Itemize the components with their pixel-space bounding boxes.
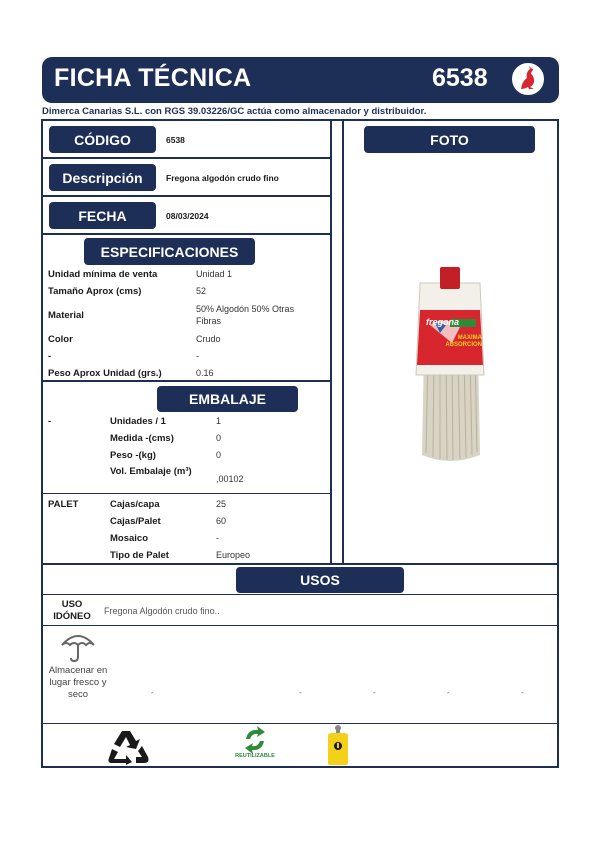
embalaje-group-label: PALET (48, 499, 79, 510)
spec-label: Tamaño Aprox (cms) (48, 286, 142, 297)
embalaje-value: 0 (216, 450, 222, 460)
uso-idoneo-value: Fregona Algodón crudo fino.. (104, 606, 220, 616)
reusable-icon (232, 725, 278, 765)
page-title: FICHA TÉCNICA (54, 64, 252, 92)
spec-label: Unidad mínima de venta (48, 269, 158, 280)
spec-label: Color (48, 334, 73, 345)
embalaje-label: Cajas/capa (110, 499, 160, 510)
divider (41, 625, 559, 626)
reusable-label: REUTILIZABLE (235, 753, 275, 759)
product-code-header: 6538 (432, 64, 488, 92)
spec-label: Peso Aprox Unidad (grs.) (48, 368, 162, 379)
divider (41, 157, 332, 159)
umbrella-icon (58, 628, 98, 664)
distributor-note: Dimerca Canarias S.L. con RGS 39.03226/GC actúa como almacenador y distribuidor. (42, 106, 427, 117)
spec-label: Material (48, 310, 84, 321)
divider (41, 723, 559, 724)
placeholder-dash: - (521, 688, 524, 697)
divider (41, 493, 332, 494)
embalaje-label: Unidades / 1 (110, 416, 166, 427)
embalaje-label: Tipo de Palet (110, 550, 169, 561)
embalaje-value: 60 (216, 516, 227, 526)
embalaje-label: Mosaico (110, 533, 149, 544)
spec-label: - (48, 351, 52, 362)
product-photo (400, 255, 500, 470)
fecha-label: FECHA (49, 202, 156, 229)
embalaje-title: EMBALAJE (157, 386, 298, 412)
placeholder-dash: - (151, 688, 154, 697)
embalaje-value: 25 (216, 499, 227, 509)
codigo-label: CÓDIGO (49, 126, 156, 153)
placeholder-dash: - (299, 688, 302, 697)
embalaje-value: 0 (216, 433, 222, 443)
especificaciones-title: ESPECIFICACIONES (84, 238, 255, 265)
descripcion-value: Fregona algodón crudo fino (166, 173, 279, 183)
embalaje-label: Vol. Embalaje (m³) (110, 466, 192, 477)
embalaje-value: Europeo (216, 550, 251, 560)
spec-value: Unidad 1 (196, 269, 233, 279)
fecha-value: 08/03/2024 (166, 211, 209, 221)
left-column-border (330, 119, 332, 564)
spec-value: 50% Algodón 50% Otras Fibras (196, 304, 295, 326)
uso-idoneo-label: USO IDÓNEO (53, 599, 91, 622)
divider (41, 563, 559, 565)
descripcion-label: Descripción (49, 164, 156, 191)
right-column-border (342, 119, 344, 564)
foto-label: FOTO (364, 126, 535, 153)
spec-value: 0.16 (196, 368, 214, 378)
divider (41, 380, 332, 382)
yellow-bin-icon (325, 724, 351, 766)
embalaje-group-label: - (48, 416, 52, 427)
embalaje-value: ,00102 (216, 474, 244, 484)
embalaje-label: Medida -(cms) (110, 433, 174, 444)
embalaje-value: - (216, 533, 219, 543)
spec-value: Crudo (196, 334, 221, 344)
divider (41, 195, 332, 197)
kangaroo-logo-icon (510, 61, 546, 97)
photo-band-text: MAXIMA ABSORCION (445, 335, 482, 348)
divider (41, 233, 332, 235)
placeholder-dash: - (447, 688, 450, 697)
spec-value: 52 (196, 286, 207, 296)
recycle-icon (106, 727, 150, 765)
codigo-value: 6538 (166, 135, 185, 145)
embalaje-label: Peso -(kg) (110, 450, 156, 461)
placeholder-dash: - (373, 688, 376, 697)
embalaje-value: 1 (216, 416, 222, 426)
embalaje-label: Cajas/Palet (110, 516, 161, 527)
spec-value: - (196, 351, 199, 361)
storage-caption: Almacenar en lugar fresco y seco (48, 665, 108, 700)
usos-title: USOS (236, 567, 404, 593)
photo-brand-text: fregona (426, 317, 460, 327)
divider (41, 594, 559, 595)
